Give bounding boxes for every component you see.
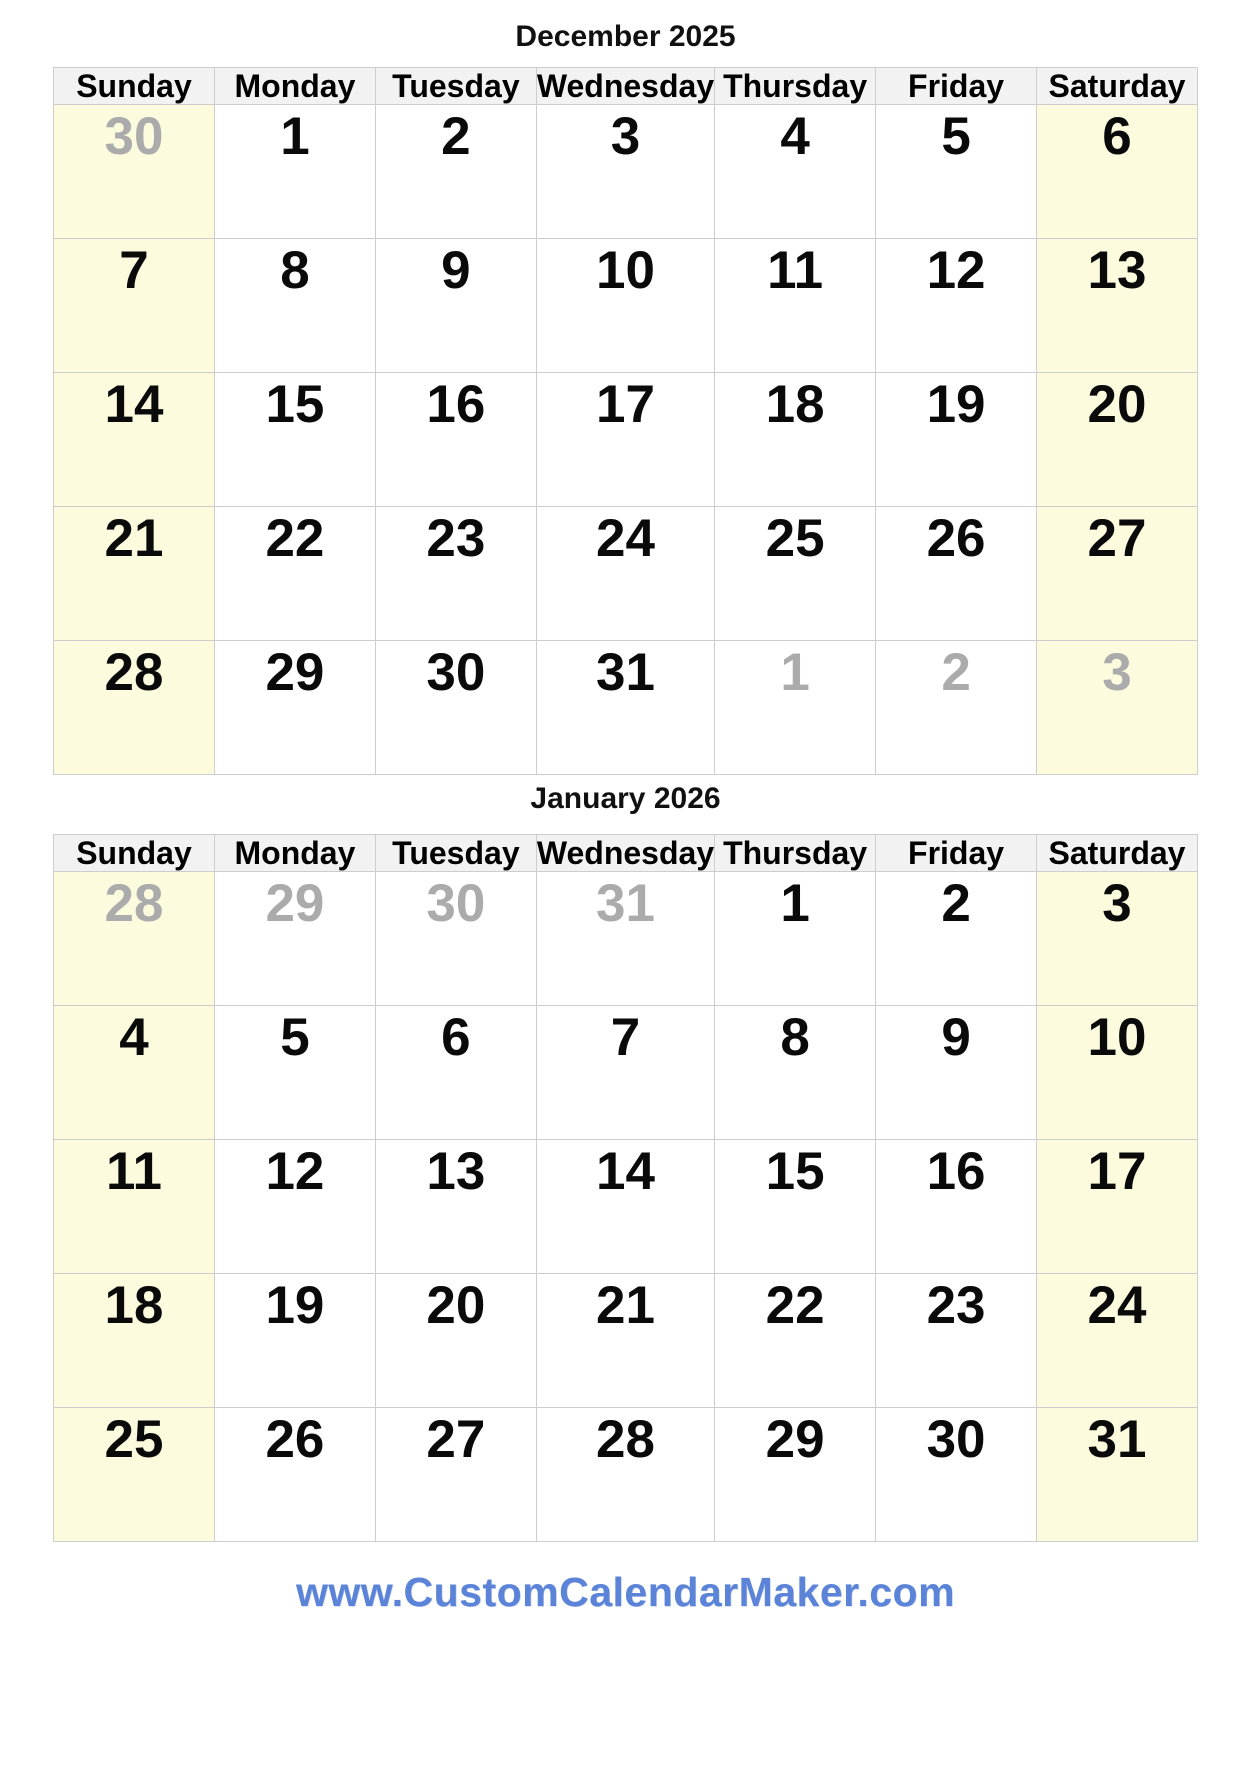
- date-cell: 22: [715, 1274, 876, 1408]
- date-cell: 26: [876, 507, 1037, 641]
- month-title: January 2026: [530, 782, 721, 815]
- month-january-2026: [0, 781, 1240, 1542]
- day-header: Wednesday: [536, 68, 715, 104]
- date-cell: 3: [1037, 872, 1198, 1006]
- date-cell: 3: [1037, 641, 1198, 775]
- date-cell: 26: [215, 1408, 376, 1542]
- date-cell: 27: [1037, 507, 1198, 641]
- date-cell: 21: [54, 507, 215, 641]
- date-cell: 13: [376, 1140, 537, 1274]
- date-cell: 13: [1037, 239, 1198, 373]
- day-header: Sunday: [54, 835, 215, 872]
- month-december-2025: [0, 19, 1240, 775]
- date-cell: 5: [215, 1006, 376, 1140]
- date-cell: 24: [537, 507, 715, 641]
- date-cell: 17: [537, 373, 715, 507]
- date-cell: 23: [376, 507, 537, 641]
- date-cell: 28: [54, 872, 215, 1006]
- date-cell: 16: [876, 1140, 1037, 1274]
- date-cell: 24: [1037, 1274, 1198, 1408]
- day-header: Sunday: [54, 68, 215, 105]
- date-cell: 4: [715, 105, 876, 239]
- date-cell: 4: [54, 1006, 215, 1140]
- date-cell: 19: [876, 373, 1037, 507]
- date-cell: 1: [215, 105, 376, 239]
- date-cell: 9: [376, 239, 537, 373]
- day-header: Saturday: [1037, 835, 1198, 872]
- day-header: Tuesday: [376, 835, 537, 872]
- date-cell: 2: [876, 641, 1037, 775]
- date-cell: 5: [876, 105, 1037, 239]
- day-header: Friday: [876, 68, 1037, 105]
- date-cell: 6: [376, 1006, 537, 1140]
- date-cell: 18: [715, 373, 876, 507]
- date-cell: 25: [54, 1408, 215, 1542]
- date-cell: 11: [715, 239, 876, 373]
- date-cell: 1: [715, 872, 876, 1006]
- calendar-page: [0, 19, 1240, 1616]
- date-cell: 17: [1037, 1140, 1198, 1274]
- day-header: Thursday: [715, 835, 876, 872]
- date-cell: 29: [215, 641, 376, 775]
- date-cell: 6: [1037, 105, 1198, 239]
- date-cell: 28: [537, 1408, 715, 1542]
- date-cell: 20: [1037, 373, 1198, 507]
- date-cell: 27: [376, 1408, 537, 1542]
- date-cell: 1: [715, 641, 876, 775]
- date-cell: 3: [537, 105, 715, 239]
- day-header: Thursday: [715, 68, 876, 105]
- date-cell: 8: [715, 1006, 876, 1140]
- date-cell: 7: [54, 239, 215, 373]
- date-cell: 15: [715, 1140, 876, 1274]
- date-cell: 22: [215, 507, 376, 641]
- date-cell: 9: [876, 1006, 1037, 1140]
- date-cell: 14: [54, 373, 215, 507]
- date-cell: 30: [376, 872, 537, 1006]
- date-cell: 20: [376, 1274, 537, 1408]
- date-cell: 30: [376, 641, 537, 775]
- day-header: Saturday: [1037, 68, 1198, 105]
- day-header: Tuesday: [376, 68, 537, 105]
- month-grid: [53, 834, 1198, 1542]
- date-cell: 2: [376, 105, 537, 239]
- month-grid: [53, 67, 1198, 775]
- month-title: December 2025: [515, 20, 736, 53]
- date-cell: 31: [537, 641, 715, 775]
- date-cell: 12: [876, 239, 1037, 373]
- date-cell: 18: [54, 1274, 215, 1408]
- date-cell: 31: [1037, 1408, 1198, 1542]
- date-cell: 21: [537, 1274, 715, 1408]
- day-header: Friday: [876, 835, 1037, 872]
- day-header: Monday: [215, 835, 376, 872]
- date-cell: 16: [376, 373, 537, 507]
- date-cell: 14: [537, 1140, 715, 1274]
- date-cell: 10: [537, 239, 715, 373]
- date-cell: 29: [715, 1408, 876, 1542]
- date-cell: 30: [54, 105, 215, 239]
- date-cell: 10: [1037, 1006, 1198, 1140]
- date-cell: 30: [876, 1408, 1037, 1542]
- date-cell: 8: [215, 239, 376, 373]
- date-cell: 15: [215, 373, 376, 507]
- date-cell: 23: [876, 1274, 1037, 1408]
- date-cell: 25: [715, 507, 876, 641]
- date-cell: 7: [537, 1006, 715, 1140]
- date-cell: 19: [215, 1274, 376, 1408]
- date-cell: 31: [537, 872, 715, 1006]
- date-cell: 11: [54, 1140, 215, 1274]
- day-header: Monday: [215, 68, 376, 105]
- date-cell: 29: [215, 872, 376, 1006]
- date-cell: 12: [215, 1140, 376, 1274]
- footer-watermark-link[interactable]: www.CustomCalendarMaker.com: [295, 1569, 956, 1615]
- day-header: Wednesday: [536, 835, 715, 871]
- date-cell: 2: [876, 872, 1037, 1006]
- date-cell: 28: [54, 641, 215, 775]
